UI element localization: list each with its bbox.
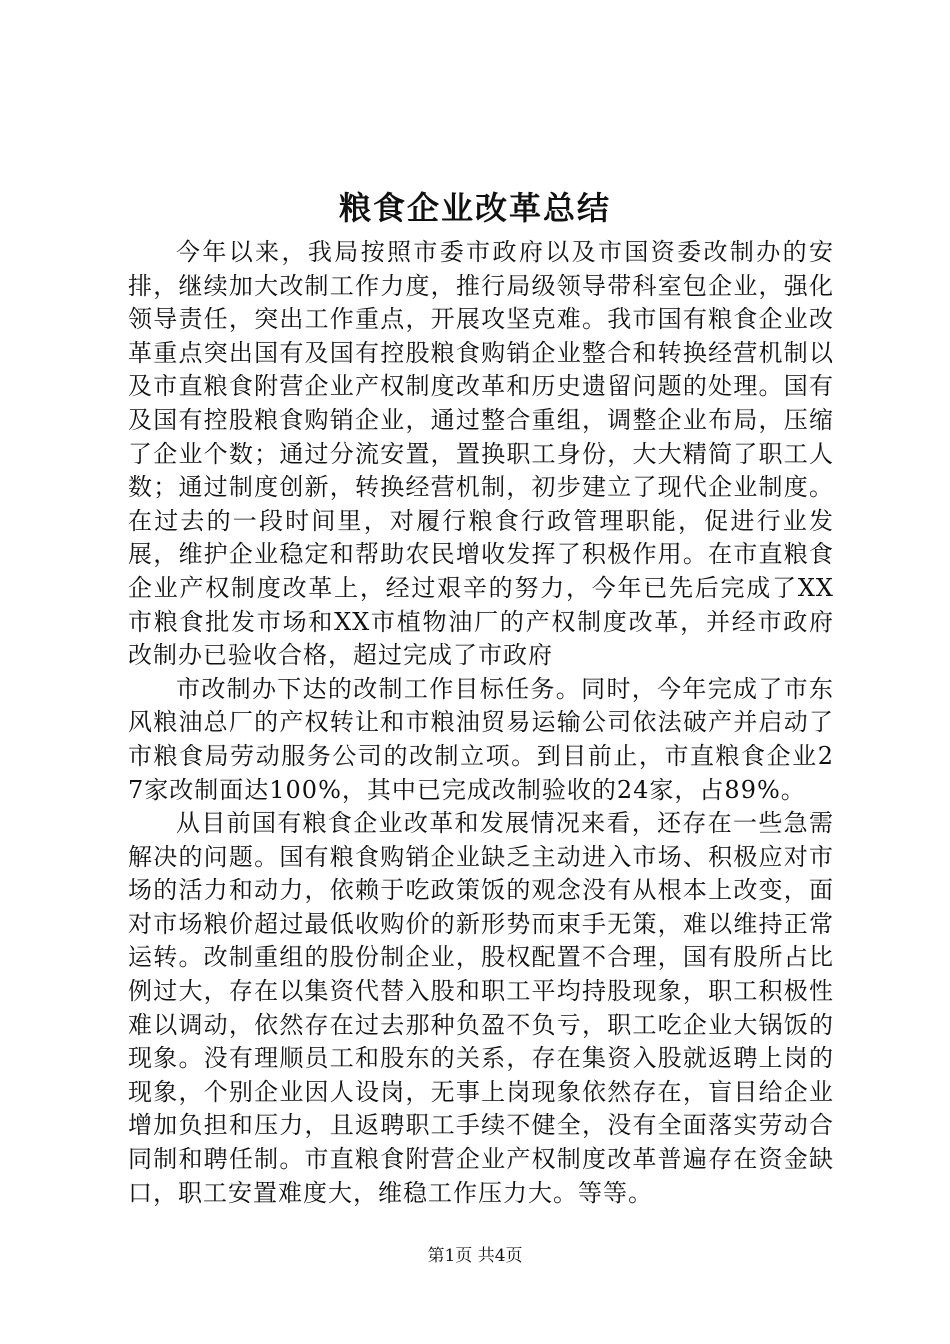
paragraph: 今年以来，我局按照市委市政府以及市国资委改制办的安排，继续加大改制工作力度，推行局级领导带科室包企业，强化领导责任，突出工作重点，开展攻坚克难。我市国有粮食企业改革重点突出国有及国有控股粮食购销企业整合和转换经营机制以及市直粮食附营企业产权制度改革和历史遗留问题的处理。国有及国有控股粮食购销企业，通过整合重组，调整企业布局，压缩了企业个数；通过分流安置，置换职工身份，大大精简了职工人数；通过制度创新，转换经营机制，初步建立了现代企业制度。在过去的一段时间里，对履行粮食行政管理职能，促进行业发展，维护企业稳定和帮助农民增收发挥了积极作用。在市直粮食企业产权制度改革上，经过艰辛的努力，今年已先后完成了XX市粮食批发市场和XX市植物油厂的产权制度改革，并经市政府改制办已验收合格，超过完成了市政府 (128, 238, 834, 670)
paragraph: 从目前国有粮食企业改革和发展情况来看，还存在一些急需解决的问题。国有粮食购销企业缺乏主动进入市场、积极应对市场的活力和动力，依赖于吃政策饭的观念没有从根本上改变，面对市场粮价超过最低收购价的新形势而束手无策，难以维持正常运转。改制重组的股份制企业，股权配置不合理，国有股所占比例过大，存在以集资代替入股和职工平均持股现象，职工积极性难以调动，依然存在过去那种负盈不负亏，职工吃企业大锅饭的现象。没有理顺员工和股东的关系，存在集资入股就返聘上岗的现象，个别企业因人设岗，无事上岗现象依然存在，盲目给企业增加负担和压力，且返聘职工手续不健全，没有全面落实劳动合同制和聘任制。市直粮食附营企业产权制度改革普遍存在资金缺口，职工安置难度大，维稳工作压力大。等等。 (128, 809, 834, 1207)
document-title: 粮食企业改革总结 (338, 189, 611, 227)
page-number-footer: 第1页 共4页 (427, 1246, 523, 1266)
paragraph: 市改制办下达的改制工作目标任务。同时，今年完成了市东风粮油总厂的产权转让和市粮油贸易运输公司依法破产并启动了市粮食局劳动服务公司的改制立项。到目前止，市直粮食企业27家改制面达100%，其中已完成改制验收的24家，占89%。 (128, 674, 834, 804)
document-body (128, 236, 834, 1210)
